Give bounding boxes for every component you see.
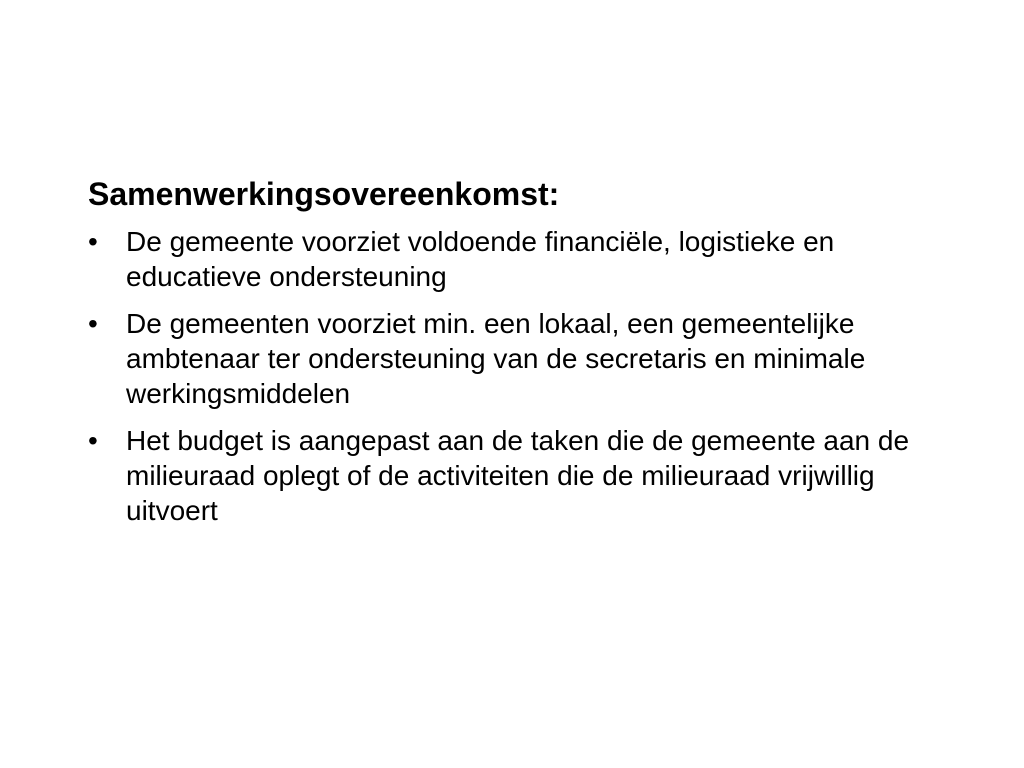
slide-content bbox=[88, 170, 948, 540]
bullet-item bbox=[88, 224, 948, 294]
bullet-mark: • bbox=[88, 308, 98, 339]
bullet-text: De gemeente voorziet voldoende financiële, logistieke en educatieve ondersteuning bbox=[126, 226, 835, 292]
bullet-item bbox=[88, 423, 948, 528]
bullet-text: De gemeenten voorziet min. een lokaal, een gemeentelijke ambtenaar ter ondersteuning van de secretaris en minimale werkingsmiddelen bbox=[126, 308, 866, 409]
bullet-text: Het budget is aangepast aan de taken die de gemeente aan de milieuraad oplegt of de activiteiten die de milieuraad vrijwillig uitvoert bbox=[126, 425, 910, 526]
bullet-mark: • bbox=[88, 226, 98, 257]
bullet-item bbox=[88, 306, 948, 411]
bullet-list bbox=[88, 224, 948, 528]
bullet-mark: • bbox=[88, 425, 98, 456]
slide-heading: Samenwerkingsovereenkomst: bbox=[88, 176, 560, 212]
